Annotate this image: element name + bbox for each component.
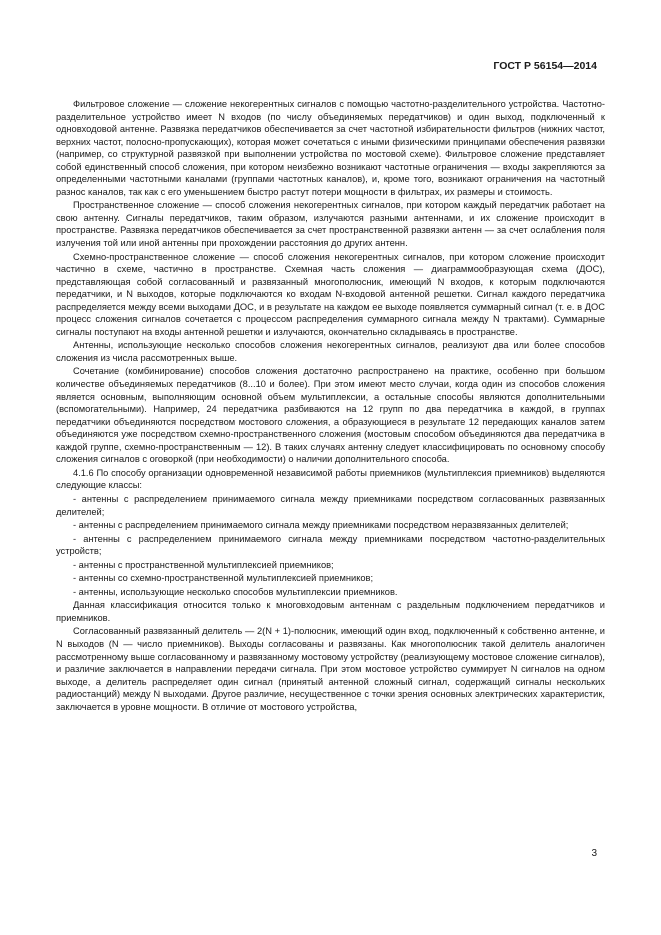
paragraph: 4.1.6 По способу организации одновременной независимой работы приемников (мультиплексия приемников) выделяются следующие классы:: [56, 467, 605, 491]
paragraph: Антенны, использующие несколько способов сложения некогерентных сигналов, реализуют два или более способов сложения из числа рассмотренных выше.: [56, 340, 605, 363]
paragraph: Пространственное сложение — способ сложения некогерентных сигналов, при котором каждый передатчик работает на свою антенну. Сигналы передатчиков, таким образом, излучаются разными антеннами, и их сложение происходит в пространстве. Развязка передатчиков обеспечивается за счет пространственной развязки антенн — за счет ослабления поля излучения той или иной антенны при прохождении расстояния до других антенн.: [56, 200, 605, 249]
paragraph: Схемно-пространственное сложение — способ сложения некогерентных сигналов, при котором сложение происходит частично в схеме, частично в пространстве. Схемная часть сложения — диаграммообразующая схема (ДОС), представляющая собой согласованный и развязанный многополюсник, имеющий N входов, к которым подключаются передатчики, и N выходов, которые подключаются ко входам N-входовой антенной решетки. Сигнал каждого передатчика распределяется между всеми выходами ДОС, и в результате на каждом ее выходе появляется суммарный сигнал (т. е. в ДОС процесс сложения сигналов сочетается с процессом распределения суммарного сигнала между N трактами). Суммарные сигналы поступают на входы антенной решетки и излучаются, окончательно складываясь в пространстве.: [56, 251, 605, 337]
list-item: - антенны со схемно-пространственной мультиплексией приемников;: [73, 573, 374, 584]
list-item: - антенны с пространственной мультиплексией приемников;: [73, 559, 334, 570]
paragraph: Согласованный развязанный делитель — 2(N + 1)-полюсник, имеющий один вход, подключенный к собственно антенне, и N выходов (N — число приемников). Выходы согласованы и развязаны. Как многополюсник такой делитель аналогичен рассмотренному выше согласованному и развязанному мостовому устройству (реализующему мостовое сложение сигналов), и различие заключается в направлении передачи сигнала. При этом мостовое устройство суммирует N сигналов на одном выходе, а делитель распределяет один сигнал (принятый антенной сложный сигнал, содержащий сигналы нескольких радиостанций) между N выходами. Другое различие, несущественное с точки зрения основных электрических характеристик, заключается в уровне мощности. В отличие от мостового устройства,: [56, 626, 605, 712]
list-item: - антенны с распределением принимаемого сигнала между приемниками посредством частотно-разделительных устройств;: [56, 533, 605, 557]
list-item: - антенны с распределением принимаемого сигнала между приемниками посредством неразвязанных делителей;: [73, 520, 569, 531]
list-item: - антенны, использующие несколько способов мультиплексии приемников.: [73, 586, 398, 597]
document-body: [56, 98, 605, 714]
document-header: ГОСТ Р 56154—2014: [493, 60, 597, 72]
paragraph: Фильтровое сложение — сложение некогерентных сигналов с помощью частотно-разделительного устройства. Частотно-разделительное устройство имеет N входов (по числу объединяемых передатчиков) и один выход, подключенный к одновходовой антенне. Развязка передатчиков обеспечивается за счет частотной избирательности фильтров (нижних частот, верхних частот, полосно-пропускающих), которая может сочетаться с иными физическими принципами обеспечения развязки (например, со структурной развязкой при выполнении устройства по мостовой схеме). Фильтровое сложение представляет собой единственный способ сложения, при котором неизбежно возникают частотные ограничения — входы закрепляются за определенными частотными каналами (группами частотных каналов), и, кроме того, возникают ограничения на частотный разнос каналов, так как с его уменьшением быстро растут потери мощности в фильтрах, их размеры и стоимость.: [56, 99, 605, 197]
page-number: 3: [591, 848, 597, 859]
paragraph: Данная классификация относится только к многовходовым антеннам с раздельным подключением передатчиков и приемников.: [56, 600, 605, 623]
paragraph: Сочетание (комбинирование) способов сложения достаточно распространено на практике, особенно при большом количестве объединяемых передатчиков (8...10 и более). При этом имеют место случаи, когда один из способов сложения является основным, выполняющим основной объем мультиплексии, а остальные способы являются дополнительными (вспомогательными). Например, 24 передатчика разбиваются на 12 групп по два передатчика в каждой, в группах передатчики объединяются посредством мостового сложения, а образующиеся в результате 12 передающих каналов затем объединяются уже посредством схемно-пространственного сложения (мостовым способом объединяются два передатчика в каждой группе, схемно-пространственным — 12). В таких случаях антенну следует классифицировать по основному способу сложения сигналов с оговоркой (при необходимости) о наличии дополнительного способа.: [56, 366, 605, 465]
list-item: - антенны с распределением принимаемого сигнала между приемниками посредством согласованных развязанных делителей;: [56, 493, 605, 517]
